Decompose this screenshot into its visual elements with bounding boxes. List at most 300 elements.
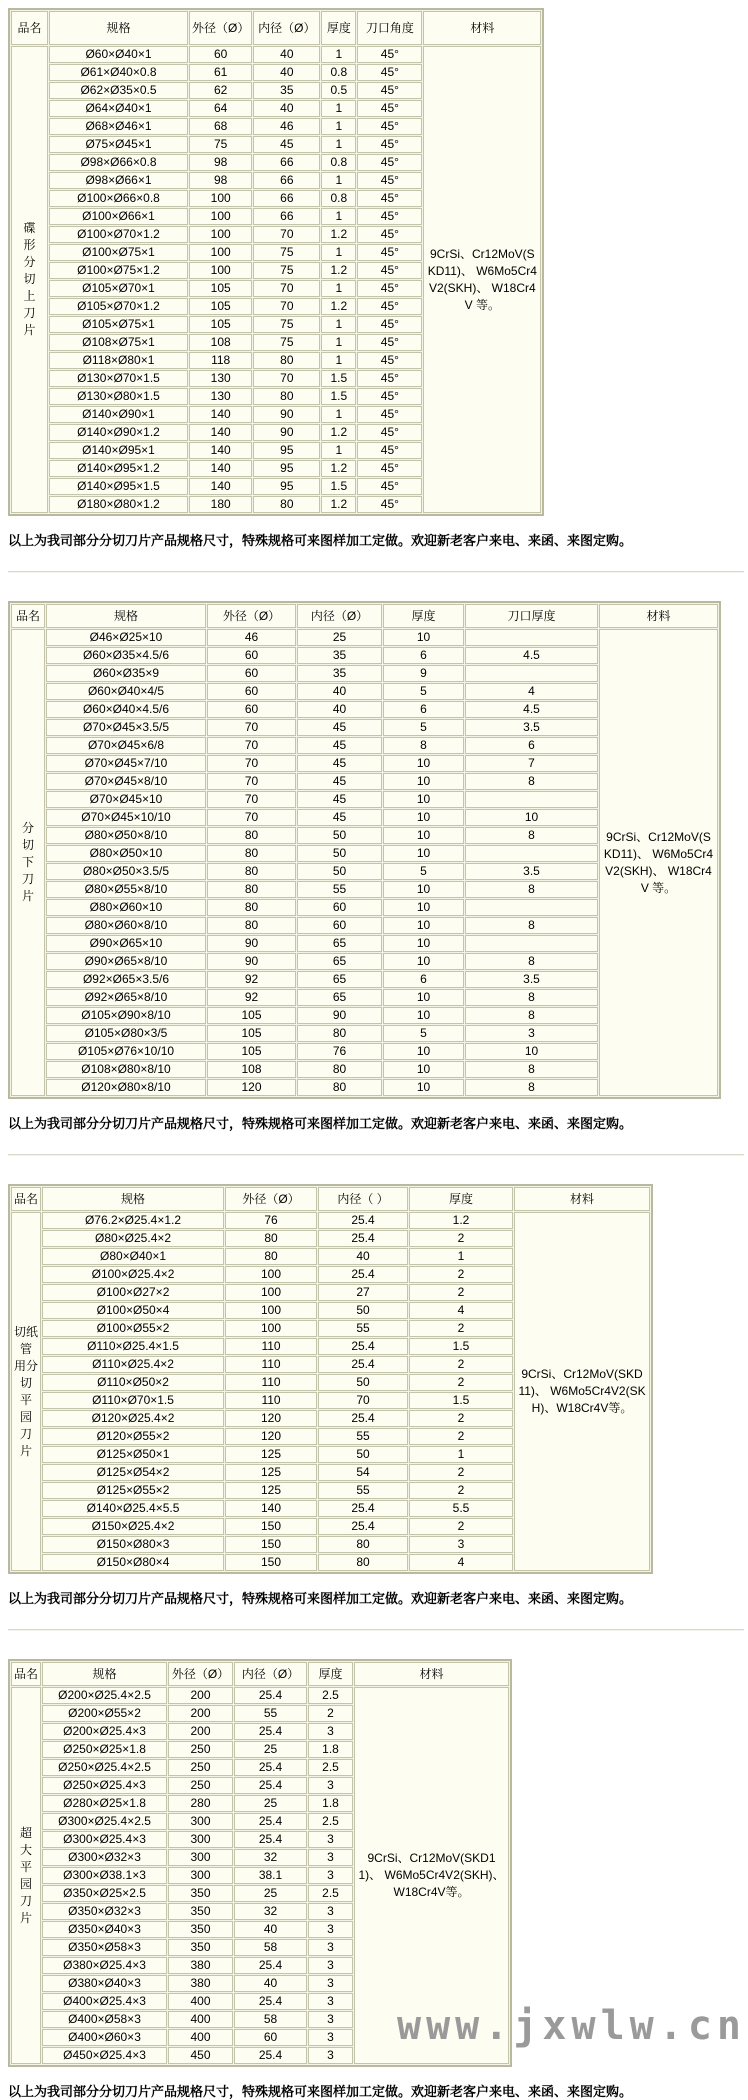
spec-cell: Ø150×Ø80×3 xyxy=(42,1536,224,1553)
value-cell: 45° xyxy=(357,82,422,99)
column-header: 厚度 xyxy=(321,11,356,45)
product-name-line: 分 xyxy=(21,821,34,835)
spec-cell: Ø250×Ø25×1.8 xyxy=(42,1741,167,1758)
value-cell: 45° xyxy=(357,262,422,279)
column-header: 厚度 xyxy=(308,1662,353,1686)
value-cell: 2.5 xyxy=(308,1687,353,1704)
spec-cell: Ø150×Ø80×4 xyxy=(42,1554,224,1571)
value-cell: 45° xyxy=(357,352,422,369)
value-cell: 9 xyxy=(383,665,464,682)
value-cell: 45° xyxy=(357,172,422,189)
product-name-line: 平 xyxy=(20,1859,33,1874)
spec-cell: Ø280×Ø25×1.8 xyxy=(42,1795,167,1812)
value-cell: 25.4 xyxy=(318,1518,408,1535)
spec-cell: Ø100×Ø75×1.2 xyxy=(49,262,188,279)
value-cell: 100 xyxy=(225,1284,317,1301)
value-cell: 25.4 xyxy=(234,1957,307,1974)
spec-cell: Ø400×Ø58×3 xyxy=(42,2011,167,2028)
value-cell: 250 xyxy=(168,1777,233,1794)
value-cell: 6 xyxy=(383,701,464,718)
value-cell: 1.2 xyxy=(321,496,356,513)
value-cell: 35 xyxy=(297,665,382,682)
value-cell: 2 xyxy=(409,1284,513,1301)
spec-cell: Ø70×Ø45×7/10 xyxy=(46,755,206,772)
spec-cell: Ø98×Ø66×0.8 xyxy=(49,154,188,171)
spec-table-disc-upper-blade xyxy=(8,8,544,516)
value-cell: 54 xyxy=(318,1464,408,1481)
value-cell: 3 xyxy=(308,1993,353,2010)
value-cell: 80 xyxy=(207,881,296,898)
value-cell: 80 xyxy=(318,1554,408,1571)
value-cell: 25.4 xyxy=(318,1410,408,1427)
value-cell: 46 xyxy=(207,629,296,646)
value-cell: 3 xyxy=(308,1867,353,1884)
value-cell: 25.4 xyxy=(234,1723,307,1740)
spec-cell: Ø110×Ø50×2 xyxy=(42,1374,224,1391)
spec-cell: Ø80×Ø40×1 xyxy=(42,1248,224,1265)
value-cell: 10 xyxy=(465,1043,598,1060)
material-cell: 9CrSi、Cr12MoV(SKD11)、 W6Mo5Cr4V2(SKH)、 W18Cr4V等。 xyxy=(354,1687,509,2064)
value-cell: 10 xyxy=(383,845,464,862)
value-cell: 80 xyxy=(207,863,296,880)
value-cell: 6 xyxy=(383,971,464,988)
value-cell: 105 xyxy=(189,316,252,333)
column-header: 内径（Ø） xyxy=(297,604,382,628)
value-cell: 350 xyxy=(168,1939,233,1956)
value-cell: 65 xyxy=(297,989,382,1006)
column-header: 材料 xyxy=(514,1187,650,1211)
value-cell: 25.4 xyxy=(318,1212,408,1229)
spec-cell: Ø92×Ø65×3.5/6 xyxy=(46,971,206,988)
value-cell: 27 xyxy=(318,1284,408,1301)
value-cell: 65 xyxy=(297,935,382,952)
value-cell: 65 xyxy=(297,953,382,970)
value-cell: 45° xyxy=(357,226,422,243)
spec-cell: Ø60×Ø35×9 xyxy=(46,665,206,682)
value-cell: 80 xyxy=(207,899,296,916)
value-cell: 1.8 xyxy=(308,1741,353,1758)
value-cell: 125 xyxy=(225,1446,317,1463)
value-cell: 1 xyxy=(321,352,356,369)
value-cell: 80 xyxy=(297,1079,382,1096)
value-cell: 55 xyxy=(318,1320,408,1337)
product-name-line: 切 xyxy=(21,838,34,852)
spec-cell: Ø61×Ø40×0.8 xyxy=(49,64,188,81)
product-name-line: 平 xyxy=(20,1392,33,1407)
value-cell xyxy=(465,665,598,682)
product-name-line: 切 xyxy=(23,272,36,286)
spec-cell: Ø120×Ø80×8/10 xyxy=(46,1079,206,1096)
value-cell: 100 xyxy=(189,226,252,243)
column-header: 厚度 xyxy=(409,1187,513,1211)
value-cell: 45 xyxy=(297,773,382,790)
spec-cell: Ø350×Ø32×3 xyxy=(42,1903,167,1920)
value-cell: 25 xyxy=(297,629,382,646)
value-cell: 10 xyxy=(383,917,464,934)
spec-cell: Ø200×Ø55×2 xyxy=(42,1705,167,1722)
value-cell: 1.2 xyxy=(321,226,356,243)
value-cell: 3 xyxy=(308,1957,353,1974)
value-cell: 98 xyxy=(189,172,252,189)
value-cell: 0.8 xyxy=(321,190,356,207)
value-cell: 55 xyxy=(297,881,382,898)
header-row xyxy=(11,1187,650,1211)
value-cell: 10 xyxy=(383,989,464,1006)
spec-cell: Ø380×Ø40×3 xyxy=(42,1975,167,1992)
product-name-line: 切纸管 xyxy=(14,1324,39,1356)
product-name-line: 园 xyxy=(20,1409,33,1424)
value-cell: 1 xyxy=(321,172,356,189)
value-cell: 2.5 xyxy=(308,1885,353,1902)
value-cell: 25.4 xyxy=(234,1777,307,1794)
product-name-line: 园 xyxy=(20,1876,33,1891)
value-cell: 4 xyxy=(465,683,598,700)
column-header: 外径（Ø） xyxy=(189,11,252,45)
value-cell xyxy=(465,791,598,808)
value-cell: 45° xyxy=(357,388,422,405)
product-name-line: 碟 xyxy=(23,221,36,235)
value-cell: 92 xyxy=(207,971,296,988)
spec-cell: Ø80×Ø25.4×2 xyxy=(42,1230,224,1247)
column-header: 品名 xyxy=(11,11,48,45)
value-cell: 300 xyxy=(168,1849,233,1866)
spec-cell: Ø98×Ø66×1 xyxy=(49,172,188,189)
spec-cell: Ø76.2×Ø25.4×1.2 xyxy=(42,1212,224,1229)
spec-cell: Ø140×Ø95×1.5 xyxy=(49,478,188,495)
product-name-line: 刀 xyxy=(21,872,34,886)
value-cell: 25.4 xyxy=(318,1266,408,1283)
value-cell: 75 xyxy=(253,334,320,351)
value-cell: 1.5 xyxy=(321,388,356,405)
value-cell: 4.5 xyxy=(465,647,598,664)
product-name-line: 分 xyxy=(23,255,36,269)
value-cell: 60 xyxy=(297,899,382,916)
value-cell: 45 xyxy=(297,791,382,808)
value-cell: 100 xyxy=(225,1266,317,1283)
value-cell: 75 xyxy=(189,136,252,153)
value-cell: 60 xyxy=(189,46,252,63)
value-cell: 25 xyxy=(234,1741,307,1758)
column-header: 规格 xyxy=(42,1187,224,1211)
product-name-line: 切 xyxy=(20,1375,33,1390)
value-cell: 3.5 xyxy=(465,719,598,736)
value-cell: 45° xyxy=(357,406,422,423)
value-cell: 45° xyxy=(357,460,422,477)
spec-cell: Ø105×Ø90×8/10 xyxy=(46,1007,206,1024)
value-cell: 60 xyxy=(207,647,296,664)
value-cell: 10 xyxy=(383,953,464,970)
value-cell: 8 xyxy=(465,989,598,1006)
value-cell: 2.5 xyxy=(308,1813,353,1830)
spec-cell: Ø105×Ø70×1 xyxy=(49,280,188,297)
spec-cell: Ø60×Ø40×4.5/6 xyxy=(46,701,206,718)
table-row xyxy=(11,46,541,63)
column-header: 材料 xyxy=(423,11,541,45)
spec-note: 以上为我司部分分切刀片产品规格尺寸，特殊规格可来图样加工定做。欢迎新老客户来电、来函、来图定购。 xyxy=(8,533,633,548)
column-header: 规格 xyxy=(46,604,206,628)
value-cell: 65 xyxy=(297,971,382,988)
value-cell: 76 xyxy=(297,1043,382,1060)
value-cell: 10 xyxy=(383,935,464,952)
value-cell: 3.5 xyxy=(465,971,598,988)
value-cell: 45 xyxy=(297,719,382,736)
column-header: 外径（Ø） xyxy=(207,604,296,628)
value-cell: 40 xyxy=(253,100,320,117)
value-cell: 3 xyxy=(308,1975,353,1992)
value-cell: 0.8 xyxy=(321,64,356,81)
value-cell: 110 xyxy=(225,1374,317,1391)
value-cell: 50 xyxy=(297,845,382,862)
value-cell: 120 xyxy=(225,1428,317,1445)
column-header: 规格 xyxy=(42,1662,167,1686)
value-cell: 90 xyxy=(207,935,296,952)
value-cell: 58 xyxy=(234,2011,307,2028)
value-cell: 25.4 xyxy=(234,1993,307,2010)
value-cell: 80 xyxy=(207,827,296,844)
value-cell: 68 xyxy=(189,118,252,135)
value-cell: 108 xyxy=(189,334,252,351)
value-cell: 38.1 xyxy=(234,1867,307,1884)
material-cell: 9CrSi、Cr12MoV(SKD11)、 W6Mo5Cr4V2(SKH)、 W18Cr4V 等。 xyxy=(599,629,718,1096)
header-row xyxy=(11,1662,509,1686)
spec-cell: Ø100×Ø55×2 xyxy=(42,1320,224,1337)
value-cell: 45° xyxy=(357,442,422,459)
value-cell: 1 xyxy=(321,118,356,135)
value-cell: 10 xyxy=(383,899,464,916)
spec-cell: Ø100×Ø50×4 xyxy=(42,1302,224,1319)
value-cell: 66 xyxy=(253,190,320,207)
value-cell: 1 xyxy=(321,316,356,333)
value-cell: 55 xyxy=(318,1428,408,1445)
product-name-line: 超 xyxy=(20,1825,33,1840)
spec-note: 以上为我司部分分切刀片产品规格尺寸，特殊规格可来图样加工定做。欢迎新老客户来电、来函、来图定购。 xyxy=(8,1591,633,1606)
value-cell: 70 xyxy=(207,737,296,754)
value-cell: 75 xyxy=(253,262,320,279)
spec-cell: Ø70×Ø45×10/10 xyxy=(46,809,206,826)
value-cell: 10 xyxy=(383,1007,464,1024)
value-cell: 3 xyxy=(308,1903,353,1920)
value-cell: 1.5 xyxy=(409,1338,513,1355)
value-cell: 350 xyxy=(168,1921,233,1938)
spec-cell: Ø400×Ø25.4×3 xyxy=(42,1993,167,2010)
value-cell: 118 xyxy=(189,352,252,369)
value-cell: 45° xyxy=(357,208,422,225)
value-cell: 105 xyxy=(207,1025,296,1042)
value-cell: 45 xyxy=(297,809,382,826)
value-cell: 45° xyxy=(357,280,422,297)
value-cell xyxy=(465,629,598,646)
value-cell: 110 xyxy=(225,1338,317,1355)
value-cell: 45° xyxy=(357,154,422,171)
value-cell: 3 xyxy=(308,1921,353,1938)
value-cell: 400 xyxy=(168,2011,233,2028)
spec-cell: Ø70×Ø45×6/8 xyxy=(46,737,206,754)
value-cell: 40 xyxy=(234,1975,307,1992)
spec-cell: Ø80×Ø50×10 xyxy=(46,845,206,862)
value-cell: 80 xyxy=(297,1061,382,1078)
value-cell: 25.4 xyxy=(234,1831,307,1848)
value-cell: 61 xyxy=(189,64,252,81)
spec-cell: Ø80×Ø55×8/10 xyxy=(46,881,206,898)
value-cell: 1.5 xyxy=(321,370,356,387)
column-header: 内径（Ø） xyxy=(234,1662,307,1686)
value-cell: 125 xyxy=(225,1464,317,1481)
value-cell: 1.5 xyxy=(409,1392,513,1409)
product-name-line: 上 xyxy=(23,289,36,303)
value-cell: 40 xyxy=(297,701,382,718)
value-cell: 200 xyxy=(168,1687,233,1704)
value-cell: 3 xyxy=(465,1025,598,1042)
value-cell: 1 xyxy=(321,46,356,63)
table-row xyxy=(11,629,718,646)
value-cell: 45° xyxy=(357,46,422,63)
value-cell: 46 xyxy=(253,118,320,135)
value-cell: 5.5 xyxy=(409,1500,513,1517)
section-gap xyxy=(8,1156,748,1184)
value-cell: 70 xyxy=(207,791,296,808)
value-cell: 105 xyxy=(189,280,252,297)
value-cell: 32 xyxy=(234,1849,307,1866)
spec-cell: Ø100×Ø66×0.8 xyxy=(49,190,188,207)
value-cell: 450 xyxy=(168,2047,233,2064)
value-cell: 1 xyxy=(321,136,356,153)
spec-cell: Ø120×Ø55×2 xyxy=(42,1428,224,1445)
value-cell: 60 xyxy=(297,917,382,934)
value-cell: 3 xyxy=(308,1849,353,1866)
column-header: 内径（Ø） xyxy=(253,11,320,45)
value-cell: 2 xyxy=(409,1374,513,1391)
value-cell: 1.2 xyxy=(409,1212,513,1229)
value-cell: 70 xyxy=(207,755,296,772)
spec-cell: Ø70×Ø45×10 xyxy=(46,791,206,808)
spec-cell: Ø350×Ø25×2.5 xyxy=(42,1885,167,1902)
value-cell: 25.4 xyxy=(318,1500,408,1517)
value-cell: 58 xyxy=(234,1939,307,1956)
material-cell: 9CrSi、Cr12MoV(SKD11)、 W6Mo5Cr4V2(SKH)、W18Cr4V等。 xyxy=(514,1212,650,1571)
value-cell: 40 xyxy=(253,64,320,81)
value-cell: 108 xyxy=(207,1061,296,1078)
spec-cell: Ø110×Ø25.4×2 xyxy=(42,1356,224,1373)
value-cell: 250 xyxy=(168,1741,233,1758)
value-cell: 1 xyxy=(321,100,356,117)
spec-cell: Ø110×Ø70×1.5 xyxy=(42,1392,224,1409)
value-cell: 150 xyxy=(225,1554,317,1571)
value-cell: 3 xyxy=(409,1536,513,1553)
spec-cell: Ø130×Ø80×1.5 xyxy=(49,388,188,405)
value-cell xyxy=(465,845,598,862)
value-cell: 120 xyxy=(207,1079,296,1096)
value-cell: 8 xyxy=(465,827,598,844)
value-cell: 105 xyxy=(207,1007,296,1024)
spec-cell: Ø120×Ø25.4×2 xyxy=(42,1410,224,1427)
product-name-line: 刀 xyxy=(20,1893,33,1908)
column-header: 刀口角度 xyxy=(357,11,422,45)
column-header: 外径（Ø） xyxy=(168,1662,233,1686)
spec-cell: Ø75×Ø45×1 xyxy=(49,136,188,153)
spec-cell: Ø130×Ø70×1.5 xyxy=(49,370,188,387)
spec-cell: Ø118×Ø80×1 xyxy=(49,352,188,369)
value-cell: 150 xyxy=(225,1518,317,1535)
value-cell: 25 xyxy=(234,1885,307,1902)
value-cell: 100 xyxy=(189,208,252,225)
spec-cell: Ø100×Ø27×2 xyxy=(42,1284,224,1301)
value-cell: 140 xyxy=(189,460,252,477)
value-cell: 2 xyxy=(409,1410,513,1427)
spec-table-lower-slitting-blade xyxy=(8,601,721,1099)
product-name xyxy=(11,1687,41,2064)
value-cell: 40 xyxy=(297,683,382,700)
value-cell: 2 xyxy=(409,1518,513,1535)
value-cell: 45° xyxy=(357,496,422,513)
product-name xyxy=(11,629,45,1096)
product-name-line: 刀 xyxy=(20,1426,33,1441)
value-cell: 25 xyxy=(234,1795,307,1812)
value-cell: 130 xyxy=(189,370,252,387)
value-cell: 92 xyxy=(207,989,296,1006)
section-paper-tube-blade xyxy=(8,1184,748,1607)
value-cell: 2 xyxy=(409,1320,513,1337)
value-cell: 5 xyxy=(383,1025,464,1042)
value-cell: 8 xyxy=(383,737,464,754)
value-cell: 4.5 xyxy=(465,701,598,718)
value-cell: 100 xyxy=(189,262,252,279)
value-cell: 95 xyxy=(253,478,320,495)
value-cell: 2 xyxy=(409,1356,513,1373)
spec-cell: Ø250×Ø25.4×3 xyxy=(42,1777,167,1794)
spec-cell: Ø450×Ø25.4×3 xyxy=(42,2047,167,2064)
spec-cell: Ø140×Ø90×1.2 xyxy=(49,424,188,441)
value-cell: 10 xyxy=(383,791,464,808)
product-name xyxy=(11,1212,41,1571)
spec-cell: Ø125×Ø54×2 xyxy=(42,1464,224,1481)
spec-cell: Ø300×Ø38.1×3 xyxy=(42,1867,167,1884)
spec-cell: Ø140×Ø90×1 xyxy=(49,406,188,423)
section-gap xyxy=(8,1631,748,1659)
value-cell: 70 xyxy=(253,226,320,243)
value-cell: 2 xyxy=(409,1230,513,1247)
spec-cell: Ø108×Ø80×8/10 xyxy=(46,1061,206,1078)
value-cell: 70 xyxy=(207,719,296,736)
value-cell: 1.2 xyxy=(321,262,356,279)
spec-cell: Ø300×Ø25.4×3 xyxy=(42,1831,167,1848)
value-cell: 66 xyxy=(253,208,320,225)
value-cell: 100 xyxy=(189,190,252,207)
value-cell: 80 xyxy=(207,845,296,862)
spec-cell: Ø105×Ø70×1.2 xyxy=(49,298,188,315)
value-cell: 150 xyxy=(225,1536,317,1553)
value-cell: 10 xyxy=(383,1061,464,1078)
spec-cell: Ø150×Ø25.4×2 xyxy=(42,1518,224,1535)
column-header: 厚度 xyxy=(383,604,464,628)
value-cell: 250 xyxy=(168,1759,233,1776)
value-cell: 10 xyxy=(383,755,464,772)
material-cell: 9CrSi、Cr12MoV(SKD11)、 W6Mo5Cr4V2(SKH)、 W18Cr4V 等。 xyxy=(423,46,541,513)
value-cell: 45° xyxy=(357,298,422,315)
spec-cell: Ø125×Ø50×1 xyxy=(42,1446,224,1463)
value-cell: 5 xyxy=(383,863,464,880)
value-cell: 10 xyxy=(383,827,464,844)
table-row xyxy=(11,1212,650,1229)
column-header: 刀口厚度 xyxy=(465,604,598,628)
column-header: 规格 xyxy=(49,11,188,45)
value-cell: 45° xyxy=(357,478,422,495)
value-cell: 380 xyxy=(168,1975,233,1992)
spec-cell: Ø250×Ø25.4×2.5 xyxy=(42,1759,167,1776)
value-cell: 1 xyxy=(321,244,356,261)
value-cell: 70 xyxy=(253,298,320,315)
value-cell: 8 xyxy=(465,1007,598,1024)
value-cell: 32 xyxy=(234,1903,307,1920)
